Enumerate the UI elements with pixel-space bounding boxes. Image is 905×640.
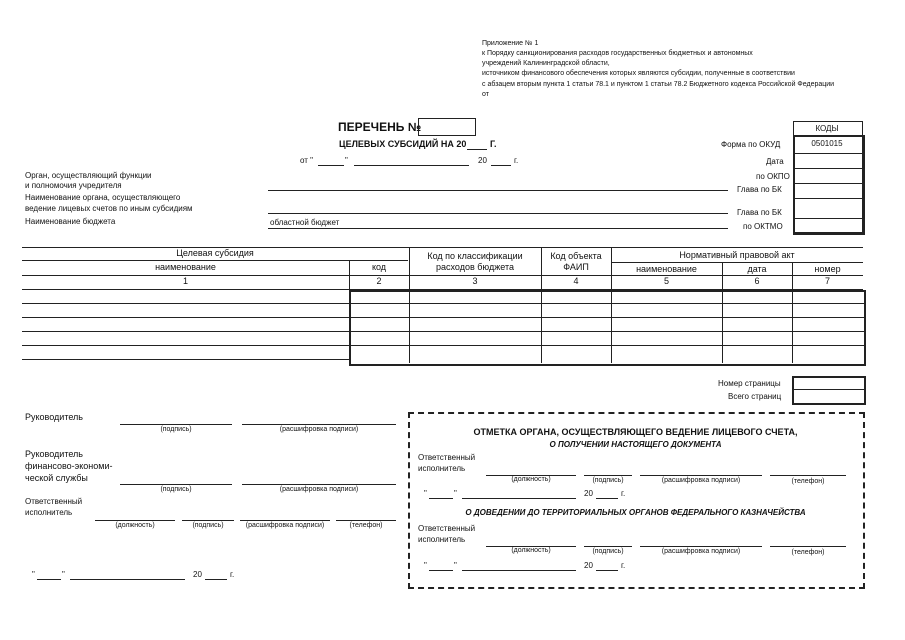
- date-from-label: от ": [300, 156, 313, 165]
- mark-date-year-line[interactable]: [596, 570, 618, 571]
- col-header-code: код: [371, 262, 387, 272]
- table-row[interactable]: [349, 317, 864, 318]
- sign-date-year: 20: [193, 570, 202, 579]
- col-number: 3: [472, 276, 478, 286]
- col-header-act-num: номер: [814, 264, 841, 274]
- table-col-sep: [792, 290, 793, 363]
- codes-row-line: [793, 183, 862, 184]
- fin-sign-line[interactable]: [120, 484, 232, 485]
- subtitle-suffix: Г.: [490, 139, 497, 149]
- organ-field-line[interactable]: [268, 190, 728, 191]
- mark-exec-label-2: исполнитель: [418, 464, 466, 473]
- year-line[interactable]: [467, 149, 487, 150]
- glava2-label: Глава по БК: [737, 208, 782, 217]
- exec-phone-line[interactable]: [336, 520, 396, 521]
- mark-date-g: г.: [621, 489, 626, 498]
- mark-phone-line[interactable]: [770, 475, 846, 476]
- mark-date-year: 20: [584, 561, 593, 570]
- mark-title: ОТМЕТКА ОРГАНА, ОСУЩЕСТВЛЯЮЩЕГО ВЕДЕНИЕ ЛИЦЕВОГО СЧЕТА,: [473, 427, 798, 437]
- mark-exec-label: Ответственный: [418, 453, 476, 462]
- col-number: 1: [182, 276, 188, 286]
- document-number-field[interactable]: [418, 118, 476, 136]
- mark-sub2: О ДОВЕДЕНИИ ДО ТЕРРИТОРИАЛЬНЫХ ОРГАНОВ ФЕДЕРАЛЬНОГО КАЗНАЧЕЙСТВА: [465, 508, 806, 517]
- appendix-line: с абзацем вторым пункта 1 статьи 78.1 и пунктом 1 статьи 78.2 Бюджетного кодекса Российской Федерации: [482, 81, 835, 88]
- col-number: 4: [573, 276, 579, 286]
- budget-value: областной бюджет: [270, 218, 340, 227]
- naim-label: Наименование органа, осуществляющего: [25, 193, 181, 202]
- caption-telefon: (телефон): [791, 478, 825, 485]
- date-quote: ": [345, 156, 348, 165]
- date-year-label: 20: [478, 156, 487, 165]
- codes-row-line: [793, 168, 862, 169]
- caption-rasshifrovka: (расшифровка подписи): [279, 426, 359, 433]
- fin-label: Руководитель: [25, 449, 83, 459]
- table-row[interactable]: [22, 345, 349, 346]
- codes-row-line: [793, 153, 862, 154]
- col-header-kbk: Код по классификации расходов бюджета: [427, 251, 523, 272]
- date-quote: ": [32, 570, 35, 579]
- caption-podpis: (подпись): [160, 426, 192, 433]
- appendix-line: учреждений Калининградской области,: [482, 60, 610, 67]
- appendix-line: Приложение № 1: [482, 40, 539, 47]
- total-pages-label: Всего страниц: [728, 392, 782, 401]
- caption-dolzhnost: (должность): [115, 522, 155, 529]
- sign-date-g: г.: [230, 570, 235, 579]
- appendix-line: к Порядку санкционирования расходов государственных бюджетных и автономных: [482, 50, 753, 57]
- mark-sign-line[interactable]: [584, 546, 632, 547]
- caption-rasshifrovka: (расшифровка подписи): [661, 477, 741, 484]
- mark-date-month-line[interactable]: [462, 498, 576, 499]
- mark-sign-line[interactable]: [584, 475, 632, 476]
- table-row[interactable]: [22, 359, 349, 360]
- caption-telefon: (телефон): [791, 549, 825, 556]
- caption-rasshifrovka: (расшифровка подписи): [245, 522, 325, 529]
- exec-label: Ответственный: [25, 497, 83, 506]
- date-quote: ": [424, 489, 427, 498]
- page-number-box[interactable]: [792, 376, 866, 405]
- mark-phone-line[interactable]: [770, 546, 846, 547]
- col-number: 6: [754, 276, 760, 286]
- codes-heading: КОДЫ: [815, 124, 839, 133]
- mark-date-day-line[interactable]: [429, 570, 453, 571]
- exec-name-line[interactable]: [240, 520, 330, 521]
- caption-podpis: (подпись): [160, 486, 192, 493]
- caption-podpis: (подпись): [192, 522, 224, 529]
- organ-label-2: и полномочия учредителя: [25, 181, 122, 190]
- naim-label-2: ведение лицевых счетов по иным субсидиям: [25, 204, 193, 213]
- fin-label-3: ческой службы: [25, 473, 88, 483]
- table-col-sep: [722, 290, 723, 363]
- table-col-sep: [611, 290, 612, 363]
- mark-sub1: О ПОЛУЧЕНИИ НАСТОЯЩЕГО ДОКУМЕНТА: [549, 440, 722, 449]
- date-month-line[interactable]: [354, 165, 469, 166]
- date-g-label: г.: [514, 156, 519, 165]
- budget-label: Наименование бюджета: [25, 217, 116, 226]
- date-day-line[interactable]: [318, 165, 344, 166]
- col-header-faip: Код объекта ФАИП: [550, 251, 602, 272]
- caption-podpis: (подпись): [592, 548, 624, 555]
- mark-date-month-line[interactable]: [462, 570, 576, 571]
- naim-field-line[interactable]: [268, 213, 728, 214]
- table-row[interactable]: [22, 331, 349, 332]
- caption-dolzhnost: (должность): [511, 476, 551, 483]
- mark-date-g: г.: [621, 561, 626, 570]
- caption-rasshifrovka: (расшифровка подписи): [661, 548, 741, 555]
- table-row[interactable]: [349, 345, 864, 346]
- mark-exec-label: Ответственный: [418, 524, 476, 533]
- mark-date-day-line[interactable]: [429, 498, 453, 499]
- date-year-line[interactable]: [491, 165, 511, 166]
- codes-row-line: [793, 198, 862, 199]
- head-name-line[interactable]: [242, 424, 396, 425]
- okpo-label: по ОКПО: [756, 172, 790, 181]
- head-label: Руководитель: [25, 412, 83, 422]
- page-number-label: Номер страницы: [718, 379, 781, 388]
- codes-row-line: [793, 218, 862, 219]
- table-row[interactable]: [349, 303, 864, 304]
- table-col-sep: [409, 290, 410, 363]
- col-group-subsidy: Целевая субсидия: [176, 248, 254, 258]
- table-header-line: [22, 260, 408, 261]
- mark-box: [408, 412, 865, 589]
- sign-date-year-line[interactable]: [205, 579, 227, 580]
- table-col-sep: [541, 290, 542, 363]
- col-number: 5: [663, 276, 669, 286]
- mark-name-line[interactable]: [640, 546, 762, 547]
- date-code-label: Дата: [766, 157, 784, 166]
- caption-podpis: (подпись): [592, 477, 624, 484]
- col-header-act-date: дата: [747, 264, 767, 274]
- okud-label: Форма по ОКУД: [721, 140, 781, 149]
- date-quote: ": [454, 561, 457, 570]
- head-sign-line[interactable]: [120, 424, 232, 425]
- table-body-frame: [349, 290, 866, 366]
- mark-date-year: 20: [584, 489, 593, 498]
- caption-rasshifrovka: (расшифровка подписи): [279, 486, 359, 493]
- fin-name-line[interactable]: [242, 484, 396, 485]
- glava-label: Глава по БК: [737, 185, 782, 194]
- document-subtitle: ЦЕЛЕВЫХ СУБСИДИЙ НА 20: [339, 139, 467, 149]
- appendix-line: источником финансового обеспечения которых являются субсидии, полученные в соответствии: [482, 70, 795, 77]
- caption-telefon: (телефон): [349, 522, 383, 529]
- exec-label-2: исполнитель: [25, 508, 73, 517]
- table-header-line: [611, 262, 863, 263]
- document-title: ПЕРЕЧЕНЬ №: [338, 120, 422, 134]
- col-group-act: Нормативный правовой акт: [679, 250, 795, 260]
- table-row[interactable]: [22, 303, 349, 304]
- sign-date-day-line[interactable]: [37, 579, 61, 580]
- col-header-act-name: наименование: [636, 264, 697, 274]
- table-row[interactable]: [22, 317, 349, 318]
- date-quote: ": [454, 489, 457, 498]
- okud-value: 0501015: [811, 139, 843, 148]
- caption-dolzhnost: (должность): [511, 547, 551, 554]
- page-box-divider: [792, 389, 864, 390]
- fin-label-2: финансово-экономи-: [25, 461, 113, 471]
- exec-position-line[interactable]: [95, 520, 175, 521]
- mark-name-line[interactable]: [640, 475, 762, 476]
- mark-date-year-line[interactable]: [596, 498, 618, 499]
- budget-field-line[interactable]: [268, 228, 728, 229]
- exec-sign-line[interactable]: [182, 520, 234, 521]
- date-quote: ": [62, 570, 65, 579]
- oktmo-label: по ОКТМО: [743, 222, 783, 231]
- appendix-line: от: [482, 91, 489, 98]
- col-number: 7: [824, 276, 830, 286]
- date-quote: ": [424, 561, 427, 570]
- col-number: 2: [376, 276, 382, 286]
- sign-date-month-line[interactable]: [70, 579, 185, 580]
- organ-label: Орган, осуществляющий функции: [25, 171, 152, 180]
- table-row[interactable]: [349, 331, 864, 332]
- mark-exec-label-2: исполнитель: [418, 535, 466, 544]
- col-header-name: наименование: [155, 262, 216, 272]
- codes-values-frame: [793, 135, 865, 235]
